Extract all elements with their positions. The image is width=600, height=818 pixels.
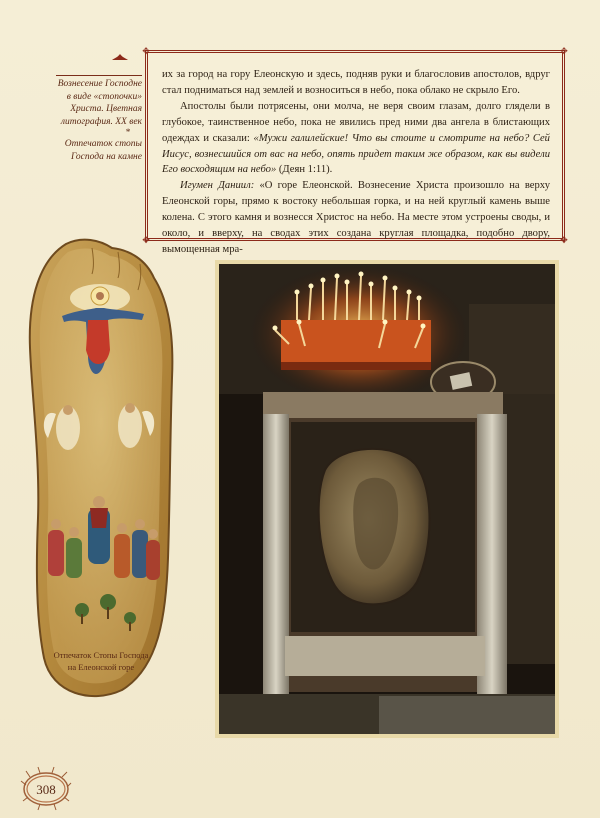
scripture-quote: «Мужи галилейские! Что вы стоите и смотрите на небо? Сей Иисус, вознесшийся от вас на небо, опять придет таким же образом, как вы видели Его восходящим на небо» bbox=[162, 132, 550, 176]
page-number-text: 308 bbox=[36, 782, 56, 797]
caption-line: Христа. Цветная bbox=[70, 104, 142, 114]
paragraph bbox=[162, 178, 550, 258]
caption-line: Вознесение Господне bbox=[57, 79, 142, 89]
caption-line: Отпечаток стопы bbox=[64, 139, 142, 149]
paragraph: их за город на гору Елеонскую и здесь, подняв руки и благословив апостолов, вдруг стал подниматься над землей и возноситься в небо, пока облако не скрыло Его. bbox=[162, 69, 550, 96]
paragraph-text: Апостолы были потрясены, они молча, не веря своим глазам, долго глядели в глубокое, таинственное небо, пока не явились пред ними два ангела в блистающих одеждах и сказали: bbox=[162, 100, 550, 144]
text-body bbox=[162, 67, 550, 255]
footprint-icon-lithograph bbox=[22, 238, 180, 700]
paragraph-text: «О горе Елеонской. Вознесение Христа произошло на верху Елеонской горы, прямо к востоку небольшая горка, и на ней круглый камень выше колена. С этого камня и вознесся Христос на небо. На месте этом устроены своды, и около, и вверху, на сводах этих создана круглая площадка, подобно двору, вымощенная мра- bbox=[162, 180, 550, 255]
scripture-reference: (Деян 1:11). bbox=[276, 164, 333, 176]
caption-line: в виде «стопочки» bbox=[66, 91, 142, 102]
photo-illustration bbox=[219, 264, 555, 734]
stone-footprint-photo bbox=[219, 264, 555, 734]
caption-star: * bbox=[125, 128, 130, 138]
text-frame bbox=[142, 46, 568, 255]
relic-inscription: Отпечаток Стопы Господа bbox=[53, 650, 149, 660]
page-number bbox=[20, 765, 72, 813]
footprint-illustration bbox=[22, 238, 180, 700]
image-caption bbox=[44, 64, 142, 163]
caption-rule bbox=[56, 75, 142, 76]
photo-frame bbox=[215, 260, 559, 738]
corner-ornament-icon: ✥ bbox=[142, 46, 150, 56]
caption-line: Господа на камне bbox=[71, 151, 142, 162]
paragraph bbox=[162, 99, 550, 179]
caption-line: литография. XX век bbox=[60, 116, 142, 127]
fleuron-icon bbox=[112, 54, 128, 62]
corner-ornament-icon: ✥ bbox=[560, 235, 568, 245]
corner-ornament-icon: ✥ bbox=[560, 46, 568, 56]
relic-inscription: на Елеонской горе bbox=[67, 662, 135, 672]
quote-author: Игумен Даниил: bbox=[180, 180, 255, 192]
corner-ornament-icon: ✥ bbox=[142, 235, 150, 245]
